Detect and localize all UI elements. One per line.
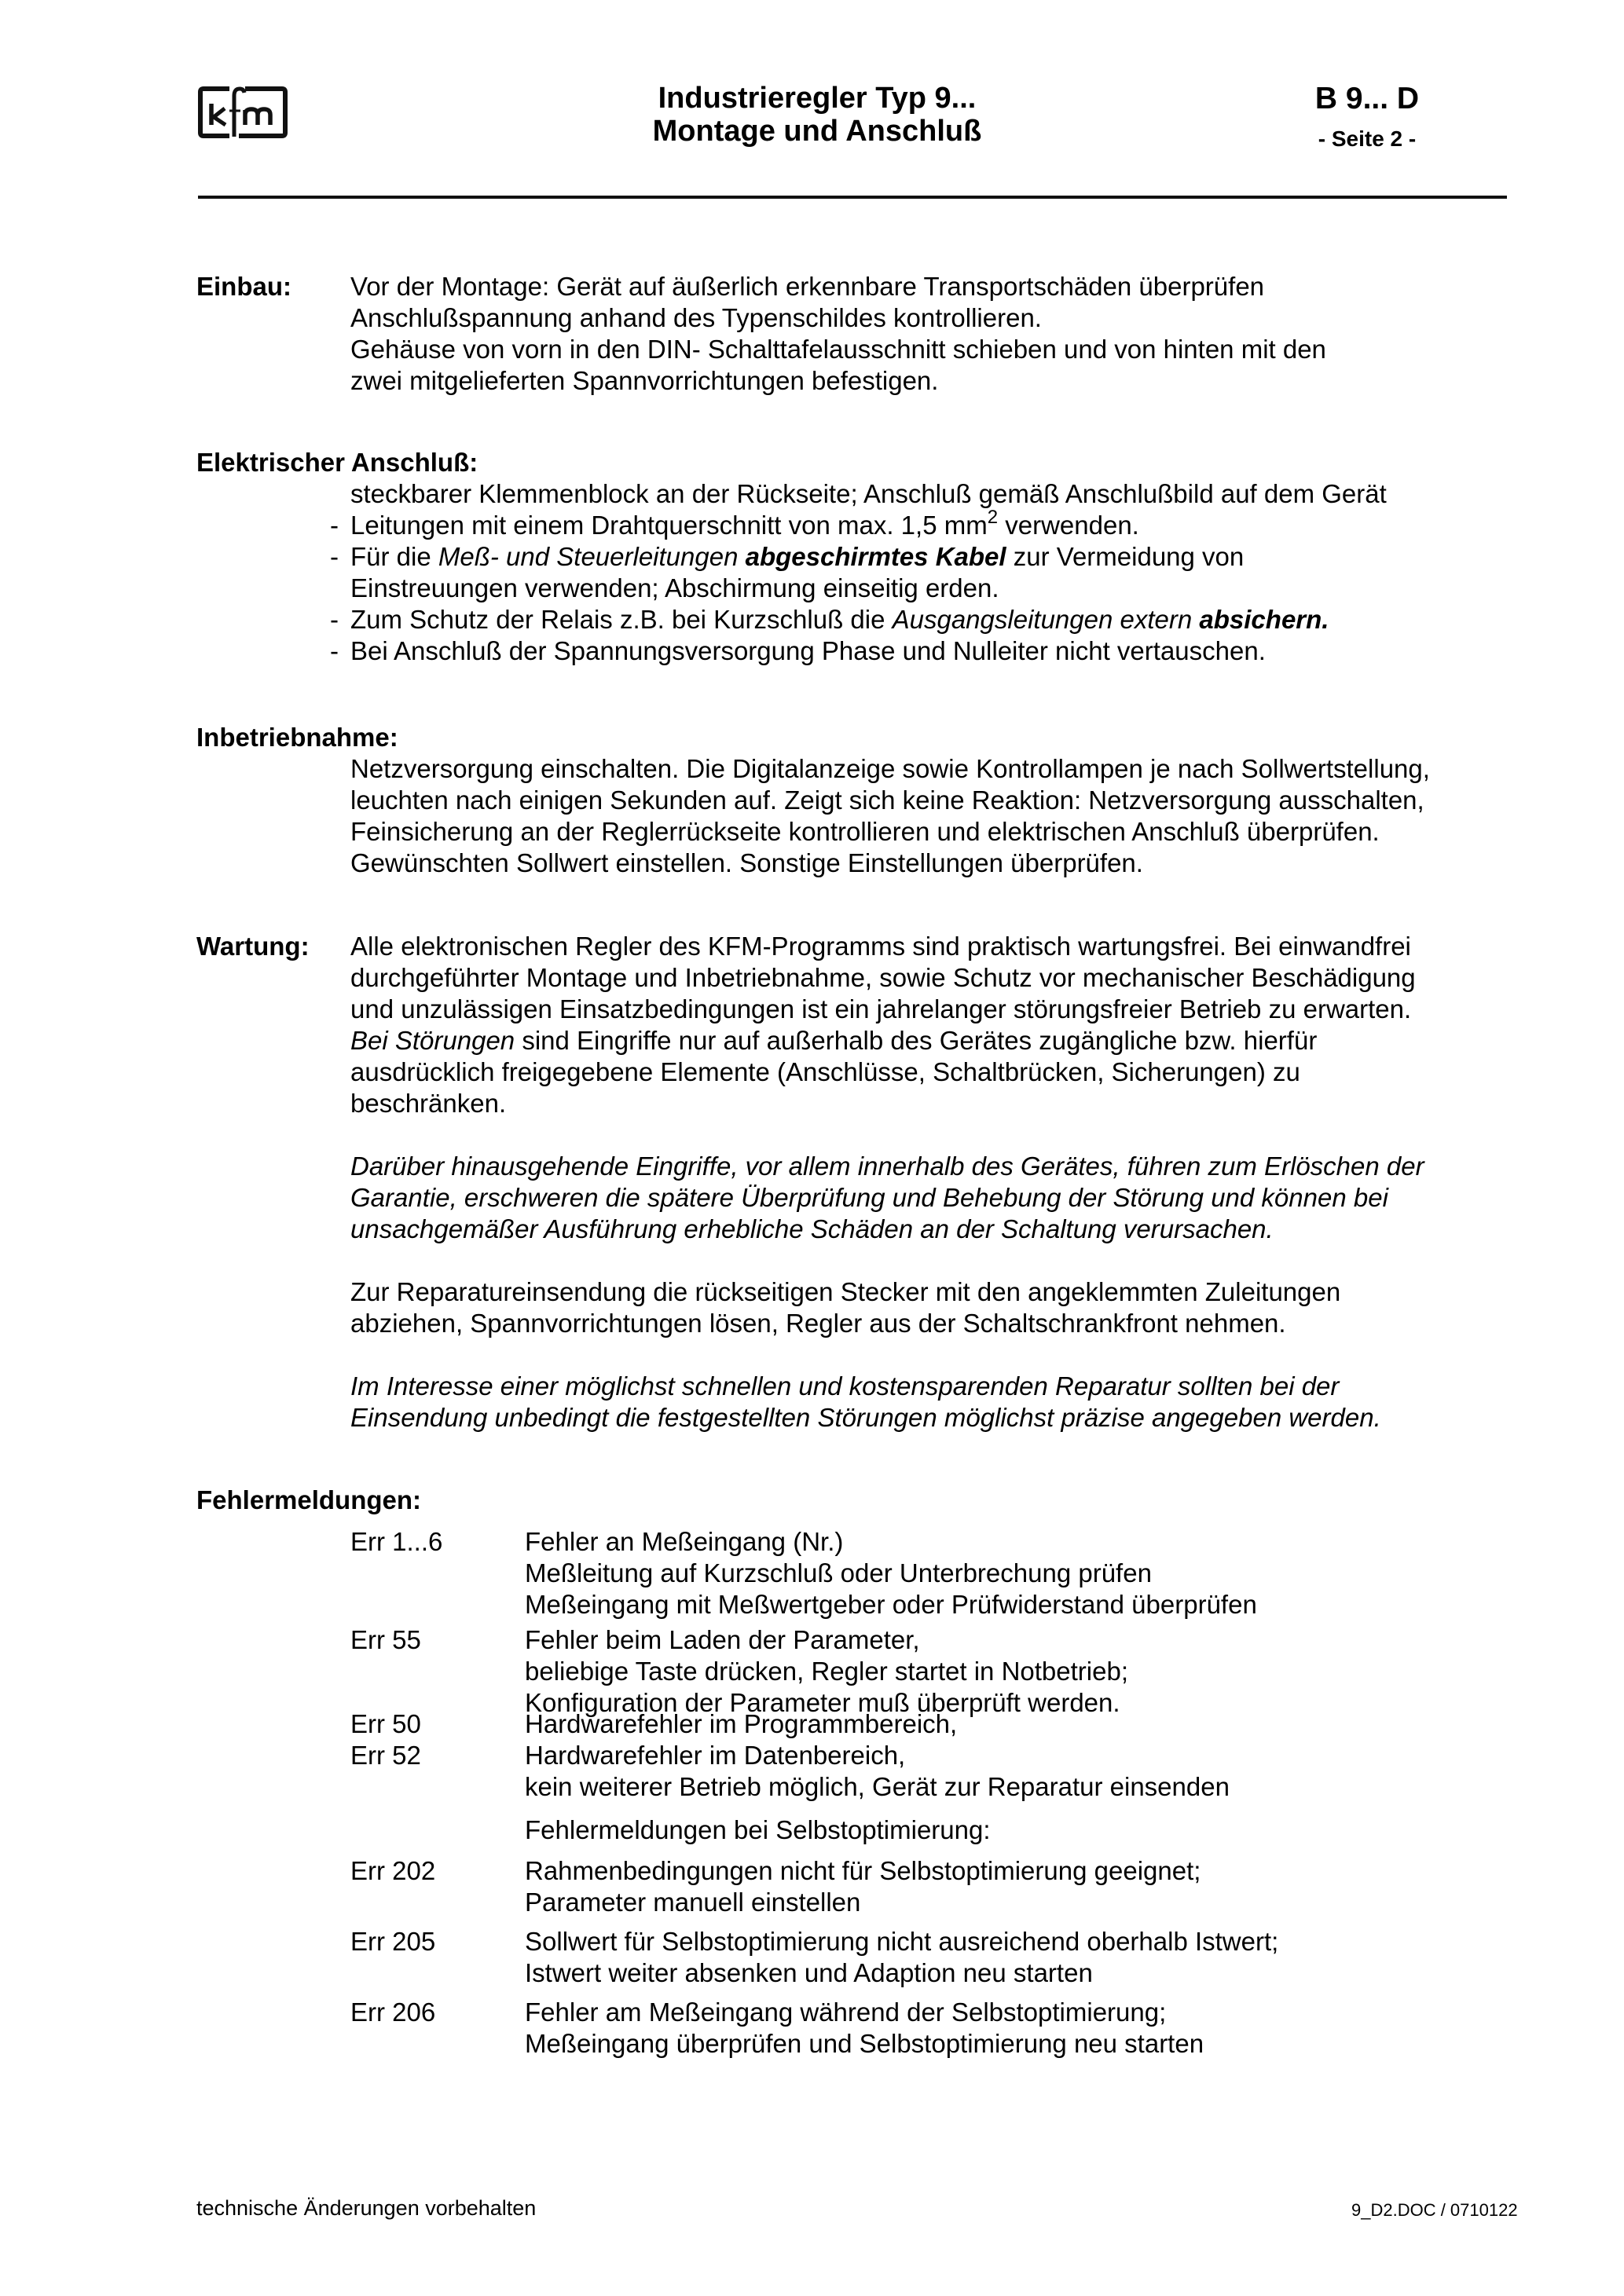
bullet-text: zur Vermeidung von	[1006, 542, 1245, 571]
bullet-text: Zum Schutz der Relais z.B. bei Kurzschluß die	[350, 605, 893, 634]
inbetriebnahme-line: Gewünschten Sollwert einstellen. Sonstige Einstellungen überprüfen.	[350, 848, 1143, 877]
superscript-2: 2	[987, 507, 999, 528]
error-description-line: Fehler an Meßeingang (Nr.)	[525, 1527, 844, 1556]
bullet-text-italic: Meß- und Steuerleitungen	[438, 542, 739, 571]
error-description-line: beliebige Taste drücken, Regler startet in Notbetrieb;	[525, 1657, 1128, 1686]
bullet-dash: -	[330, 511, 339, 540]
error-description-line: Meßeingang überprüfen und Selbstoptimierung neu starten	[525, 2029, 1204, 2058]
bullet-item	[330, 604, 1387, 635]
error-description-line: kein weiterer Betrieb möglich, Gerät zur Reparatur einsenden	[525, 1772, 1230, 1801]
bullet-dash: -	[330, 542, 339, 571]
wartung-line	[350, 1025, 1416, 1056]
wartung-line: beschränken.	[350, 1089, 507, 1118]
error-description	[525, 1926, 1278, 1989]
error-code: Err 50	[350, 1709, 421, 1738]
einbau-line: Gehäuse von vorn in den DIN- Schalttafelausschnitt schieben und von hinten mit den	[350, 335, 1326, 364]
error-description-line: Sollwert für Selbstoptimierung nicht ausreichend oberhalb Istwert;	[525, 1927, 1279, 1956]
einbau-text	[350, 271, 1326, 397]
title-line-2: Montage und Anschluß	[652, 115, 982, 148]
error-description	[525, 1740, 1230, 1803]
wartung-line-italic: Darüber hinausgehende Eingriffe, vor allem innerhalb des Gerätes, führen zum Erlöschen der	[350, 1152, 1424, 1181]
error-description-line: Fehler beim Laden der Parameter,	[525, 1625, 920, 1654]
section-label-inbetriebnahme: Inbetriebnahme:	[196, 723, 398, 752]
error-code: Err 52	[350, 1741, 421, 1770]
inbetriebnahme-line: Netzversorgung einschalten. Die Digitalanzeige sowie Kontrollampen je nach Sollwertstellung,	[350, 754, 1430, 783]
error-code: Err 206	[350, 1998, 436, 2027]
error-description-line: Meßeingang mit Meßwertgeber oder Prüfwiderstand überprüfen	[525, 1590, 1257, 1619]
error-description	[525, 1708, 957, 1740]
wartung-italic-phrase: Bei Störungen	[350, 1026, 515, 1055]
elektrisch-text	[330, 478, 1387, 667]
bullet-text: Bei Anschluß der Spannungsversorgung Phase und Nulleiter nicht vertauschen.	[350, 636, 1266, 665]
wartung-text: sind Eingriffe nur auf außerhalb des Gerätes zugängliche bzw. hierfür	[515, 1026, 1318, 1055]
error-description	[525, 1624, 1128, 1719]
error-code: Err 55	[350, 1625, 421, 1654]
wartung-line-italic: Einsendung unbedingt die festgestellten Störungen möglichst präzise angegeben werden.	[350, 1403, 1381, 1432]
einbau-line: Vor der Montage: Gerät auf äußerlich erkennbare Transportschäden überprüfen	[350, 272, 1265, 301]
bullet-dash: -	[330, 605, 339, 634]
error-code: Err 1...6	[350, 1527, 443, 1556]
wartung-paragraph-3	[350, 1276, 1340, 1339]
kfm-logo-icon	[198, 86, 288, 138]
wartung-line: und unzulässigen Einsatzbedingungen ist ein jahrelanger störungsfreier Betrieb zu erwarten.	[350, 994, 1412, 1023]
page-number: - Seite 2 -	[1318, 126, 1417, 151]
error-description	[525, 1526, 1257, 1620]
inbetriebnahme-line: Feinsicherung an der Reglerrückseite kontrollieren und elektrischen Anschluß überprüfen.	[350, 817, 1380, 846]
section-label-fehlermeldungen: Fehlermeldungen:	[196, 1485, 422, 1514]
wartung-paragraph-2	[350, 1151, 1424, 1245]
error-description-line: Rahmenbedingungen nicht für Selbstoptimierung geeignet;	[525, 1856, 1201, 1885]
section-label-elektrischer-anschluss: Elektrischer Anschluß:	[196, 448, 478, 477]
document-code: B 9... D	[1314, 82, 1420, 115]
wartung-line: Alle elektronischen Regler des KFM-Programms sind praktisch wartungsfrei. Bei einwandfrei	[350, 932, 1411, 961]
bullet-item	[330, 541, 1387, 573]
error-code: Err 202	[350, 1856, 436, 1885]
error-description-line: Fehler am Meßeingang während der Selbstoptimierung;	[525, 1998, 1167, 2027]
error-description-line: Meßleitung auf Kurzschluß oder Unterbrechung prüfen	[525, 1558, 1152, 1587]
bullet-item	[330, 507, 1387, 541]
wartung-line: durchgeführter Montage und Inbetriebnahme, sowie Schutz vor mechanischer Beschädigung	[350, 963, 1416, 992]
bullet-text: Für die	[350, 542, 438, 571]
bullet-text-bold-italic: absichern.	[1192, 605, 1329, 634]
wartung-line: ausdrücklich freigegebene Elemente (Anschlüsse, Schaltbrücken, Sicherungen) zu	[350, 1057, 1300, 1086]
error-description-line: Parameter manuell einstellen	[525, 1888, 861, 1917]
header-divider	[198, 196, 1507, 199]
einbau-line: zwei mitgelieferten Spannvorrichtungen befestigen.	[350, 366, 939, 395]
wartung-line-italic: Garantie, erschweren die spätere Überprüfung und Behebung der Störung und können bei	[350, 1183, 1388, 1212]
error-code: Err 205	[350, 1927, 436, 1956]
bullet-text-bold-italic: abgeschirmtes Kabel	[738, 542, 1006, 571]
bullet-text: Leitungen mit einem Drahtquerschnitt von max. 1,5 mm	[350, 511, 988, 540]
document-title	[550, 82, 1084, 148]
elektrisch-intro: steckbarer Klemmenblock an der Rückseite; Anschluß gemäß Anschlußbild auf dem Gerät	[350, 479, 1387, 508]
bullet-dash: -	[330, 636, 339, 665]
wartung-line-italic: Im Interesse einer möglichst schnellen und kostensparenden Reparatur sollten bei der	[350, 1371, 1340, 1401]
error-description-line: Hardwarefehler im Datenbereich,	[525, 1741, 906, 1770]
wartung-line: abziehen, Spannvorrichtungen lösen, Regler aus der Schaltschrankfront nehmen.	[350, 1309, 1286, 1338]
error-description-line: Konfiguration der Parameter muß überprüft werden.	[525, 1688, 1120, 1717]
error-description	[525, 1855, 1201, 1918]
error-description-line: Istwert weiter absenken und Adaption neu starten	[525, 1958, 1093, 1987]
inbetriebnahme-line: leuchten nach einigen Sekunden auf. Zeigt sich keine Reaktion: Netzversorgung ausschalten,	[350, 785, 1424, 815]
error-description-line: Hardwarefehler im Programmbereich,	[525, 1709, 958, 1738]
bullet-text: verwenden.	[998, 511, 1139, 540]
wartung-paragraph-4	[350, 1371, 1381, 1434]
footer-document-id: 9_D2.DOC / 0710122	[1351, 2200, 1518, 2220]
title-line-1: Industrieregler Typ 9...	[658, 82, 977, 115]
wartung-paragraph-1	[350, 931, 1416, 1119]
wartung-line: Zur Reparatureinsendung die rückseitigen Stecker mit den angeklemmten Zuleitungen	[350, 1277, 1341, 1306]
bullet-item	[330, 635, 1387, 667]
section-label-einbau: Einbau:	[196, 272, 291, 301]
bullet-text-italic: Ausgangsleitungen extern	[892, 605, 1193, 634]
error-subheading: Fehlermeldungen bei Selbstoptimierung:	[525, 1815, 991, 1844]
section-label-wartung: Wartung:	[196, 932, 310, 961]
wartung-line-italic: unsachgemäßer Ausführung erhebliche Schäden an der Schaltung verursachen.	[350, 1214, 1274, 1243]
error-description	[525, 1997, 1204, 2060]
bullet-continuation: Einstreuungen verwenden; Abschirmung einseitig erden.	[350, 573, 999, 602]
einbau-line: Anschlußspannung anhand des Typenschildes kontrollieren.	[350, 303, 1042, 332]
footer-disclaimer: technische Änderungen vorbehalten	[196, 2196, 537, 2220]
inbetriebnahme-text	[350, 753, 1430, 879]
